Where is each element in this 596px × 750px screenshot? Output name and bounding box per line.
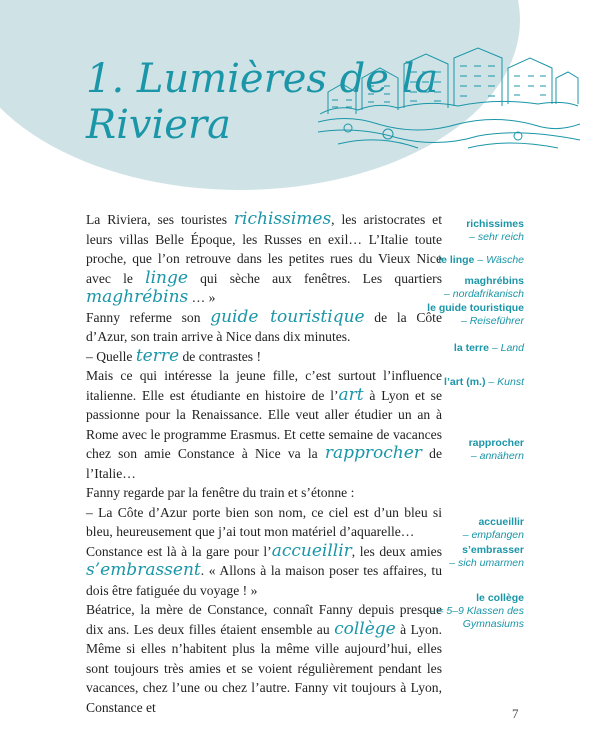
glossary-entry: le linge – Wäsche bbox=[438, 254, 524, 266]
glossary-entry: la terre – Land bbox=[453, 342, 524, 354]
vocab-word: art bbox=[338, 384, 364, 405]
vocab-word: linge bbox=[145, 267, 188, 288]
paragraph: Fanny referme son guide touristique de la Côte d’Azur, son train arrive à Nice dans dix minutes. bbox=[86, 306, 442, 344]
glossary-entry: richissimes – sehr reich bbox=[466, 218, 524, 243]
paragraph: Fanny regarde par la fenêtre du train et s’étonne : bbox=[86, 485, 355, 500]
glossary-entry: le collège – ≈ 5–9 Klassen des Gymnasiums bbox=[428, 592, 524, 630]
glossary-entry: l’art (m.) – Kunst bbox=[444, 376, 524, 388]
vocab-word: guide touristique bbox=[210, 306, 365, 327]
vocab-word: s’embrassent bbox=[86, 560, 201, 580]
vocab-word: rapprocher bbox=[324, 443, 422, 463]
paragraph: Constance est là à la gare pour l’accueillir, les deux amies s’embrassent. « Allons à la maison poser tes affaires, tu dois être fatiguée du voyage ! » bbox=[86, 540, 443, 598]
story-text bbox=[86, 210, 442, 717]
vocab-word: richissimes bbox=[233, 209, 332, 229]
vocab-word: accueillir bbox=[271, 540, 352, 561]
glossary-entry: maghrébins – nordafrikanisch bbox=[444, 275, 524, 300]
glossary-entry: rapprocher – annähern bbox=[468, 437, 524, 462]
vocab-word: collège bbox=[334, 618, 396, 639]
paragraph: La Riviera, ses touristes richissimes, les aristocrates et leurs villas Belle Époque, les Russes en exil… L’Italie toute proche, que l’on retrouve dans les petites rues du Vieux Nice avec le linge qui sèche aux fenêtres. Les quartiers maghrébins … » bbox=[86, 209, 442, 307]
paragraph: Mais ce qui intéresse la jeune fille, c’est surtout l’influence italienne. Elle est étudiante en histoire de l’art à Lyon et se passionne pour la Renaissance. Elle veut aller étudier un an à Rome avec le programme Erasmus. Et cette semaine de vacances chez son amie Constance à Nice va la rapprocher de l’Italie… bbox=[86, 368, 442, 481]
vocab-word: maghrébins bbox=[86, 287, 189, 307]
vocab-word: terre bbox=[135, 345, 180, 366]
paragraph: – La Côte d’Azur porte bien son nom, ce ciel est d’un bleu si bleu, heureusement que j’ai tout mon matériel d’aquarelle… bbox=[86, 504, 442, 539]
paragraph: Béatrice, la mère de Constance, connaît Fanny depuis presque dix ans. Les deux filles étaient ensemble au collège à Lyon. Même si elles n’habitent plus la même ville aujourd’hui, elles sont toujours très amies et se voient régulièrement pendant les vacances, chez l’une ou chez l’autre. Fanny vit toujours à Lyon, Constance et bbox=[86, 602, 442, 715]
paragraph: – Quelle terre de contrastes ! bbox=[86, 345, 261, 366]
glossary-entry: accueillir – empfangen bbox=[462, 516, 524, 541]
glossary-entry: s’embrasser – sich umarmen bbox=[449, 544, 524, 569]
chapter-title: 1. Lumières de la Riviera bbox=[86, 56, 439, 148]
glossary-entry: le guide touristique – Reiseführer bbox=[427, 302, 524, 327]
page-number: 7 bbox=[512, 706, 519, 721]
